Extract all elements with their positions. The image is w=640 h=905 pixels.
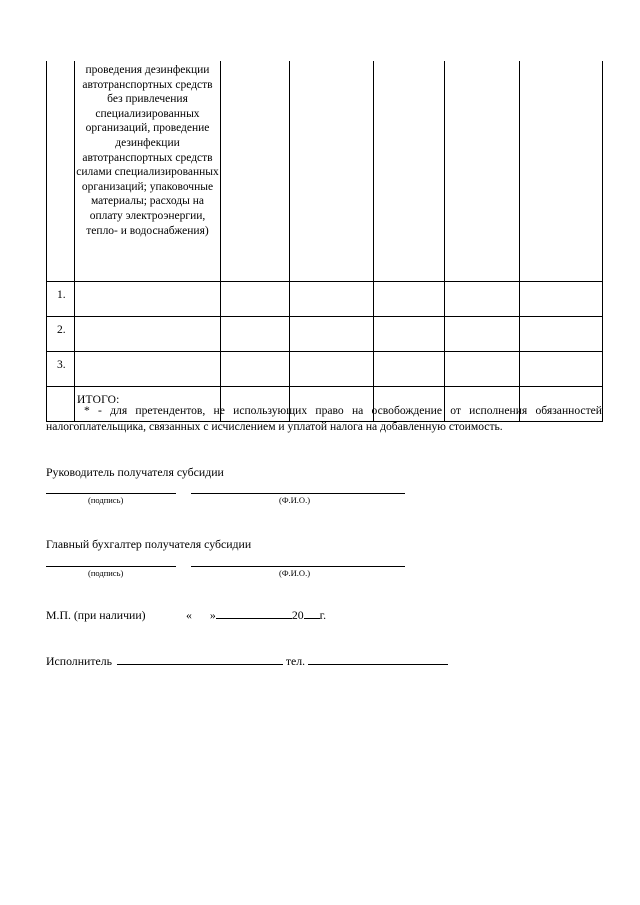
quote-open: « [186, 608, 192, 622]
head-name-line [191, 493, 405, 494]
table-cell [47, 61, 75, 282]
table-cell [221, 352, 290, 387]
table-cell [290, 61, 374, 282]
table-cell [221, 61, 290, 282]
table-row [47, 61, 603, 282]
table-cell [520, 61, 603, 282]
signature-caption: (подпись) [88, 495, 124, 505]
accountant-name-line [191, 566, 405, 567]
table-cell [374, 61, 445, 282]
table-cell [374, 352, 445, 387]
row-label [75, 282, 221, 317]
row-label [75, 317, 221, 352]
executor-line [46, 654, 448, 669]
table-cell [520, 352, 603, 387]
footnote-text: для претендентов, не использующих право на освобождение от исполнения обязанностей налогоплательщика, связанных с исчислением и уплатой налога на добавленную стоимость. [46, 404, 602, 433]
table-row [47, 352, 603, 387]
chief-accountant-label: Главный бухгалтер получателя субсидии [46, 537, 252, 551]
executor-blank [117, 654, 283, 665]
phone-blank [308, 654, 448, 665]
head-signature-line [46, 493, 176, 494]
year-suffix: г. [319, 608, 327, 622]
name-caption: (Ф.И.О.) [279, 495, 311, 505]
table-cell [445, 61, 520, 282]
table-cell [290, 282, 374, 317]
table-cell [520, 282, 603, 317]
table-cell [445, 317, 520, 352]
table-cell [445, 352, 520, 387]
table-cell [221, 317, 290, 352]
year-prefix: 20 [291, 608, 304, 622]
quote-close: » [209, 608, 216, 622]
table-row [47, 282, 603, 317]
expenses-table [46, 61, 603, 422]
table-cell [290, 317, 374, 352]
table-cell [445, 282, 520, 317]
signature-caption: (подпись) [88, 568, 124, 578]
table-cell [290, 352, 374, 387]
executor-label: Исполнитель [46, 654, 112, 668]
total-label: ИТОГО: [75, 387, 221, 422]
table-cell [221, 282, 290, 317]
table-cell [374, 282, 445, 317]
name-caption: (Ф.И.О.) [279, 568, 311, 578]
month-blank [216, 608, 292, 619]
table-row [47, 317, 603, 352]
row-number: 1. [47, 282, 75, 317]
table-cell [520, 317, 603, 352]
head-signature-label: Руководитель получателя субсидии [46, 465, 224, 479]
accountant-signature-line [46, 566, 176, 567]
table-cell [374, 317, 445, 352]
footnote-marker: * - [84, 404, 102, 417]
year-blank [304, 608, 320, 619]
phone-label: тел. [285, 654, 306, 668]
row-label [75, 352, 221, 387]
date-line [186, 608, 326, 623]
stamp-label: М.П. (при наличии) [46, 608, 146, 622]
row-number: 2. [47, 317, 75, 352]
expense-description-cell: проведения дезинфекции автотранспортных средств без привлечения специализированных организаций, проведение дезинфекции автотранспортных средств силами специализированных организаций; упаковочные материалы; расходы на оплату электроэнергии, тепло- и водоснабжения) [75, 61, 221, 282]
vat-footnote [46, 403, 602, 435]
row-number: 3. [47, 352, 75, 387]
